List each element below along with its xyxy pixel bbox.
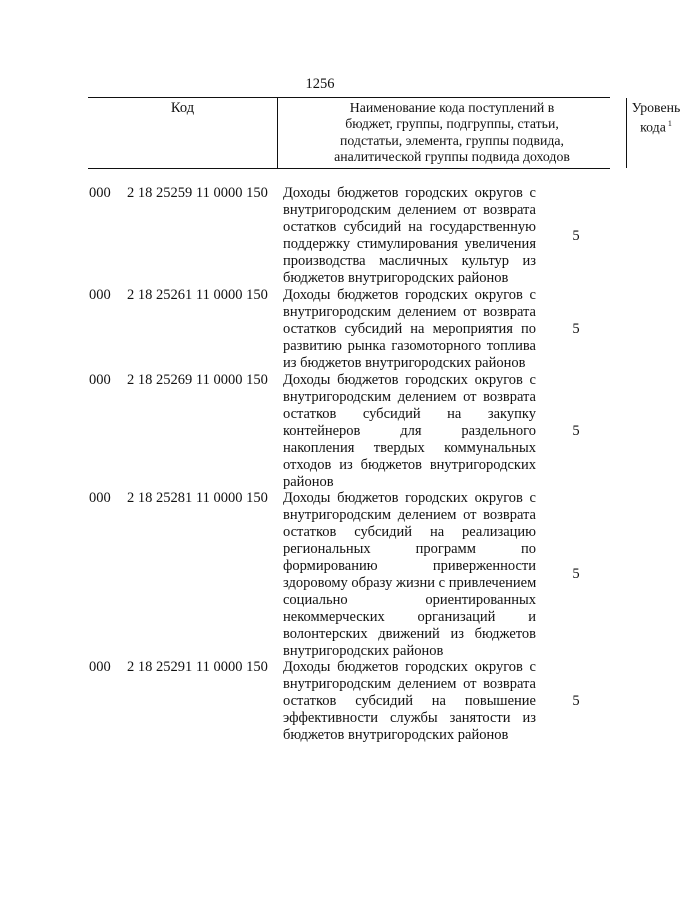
row-prefix: 000 xyxy=(89,287,111,303)
row-prefix: 000 xyxy=(89,185,111,201)
description-line: остатков субсидий на государственную xyxy=(283,219,536,235)
row-level: 5 xyxy=(572,228,580,244)
description-line: отходов из бюджетов внутригородских xyxy=(283,457,536,473)
row-level: 5 xyxy=(572,566,580,582)
description-line: внутригородских районов xyxy=(283,643,444,659)
row-code: 2 18 25261 11 0000 150 xyxy=(127,287,268,303)
header-name-line: подстатьи, элемента, группы подвида, xyxy=(340,132,564,148)
description-line: региональных программ по xyxy=(283,541,536,557)
description-line: волонтерских движений из бюджетов xyxy=(283,626,536,642)
row-prefix: 000 xyxy=(89,490,111,506)
row-prefix: 000 xyxy=(89,659,111,675)
description-line: бюджетов внутригородских районов xyxy=(283,270,509,286)
page-number: 1256 xyxy=(305,76,335,92)
row-level: 5 xyxy=(572,321,580,337)
row-description xyxy=(283,659,536,744)
description-line: остатков субсидий на закупку xyxy=(283,406,536,422)
header-code: Код xyxy=(88,98,278,168)
description-line: поддержку стимулирования увеличения xyxy=(283,236,536,252)
description-line: накопления твердых коммунальных xyxy=(283,440,536,456)
description-line: некоммерческих организаций и xyxy=(283,609,536,625)
row-level: 5 xyxy=(572,423,580,439)
description-line: внутригородским делением от возврата xyxy=(283,676,536,692)
header-name-line: аналитической группы подвида доходов xyxy=(334,149,570,165)
description-line: Доходы бюджетов городских округов с xyxy=(283,287,536,303)
description-line: здоровому образу жизни с привлечением xyxy=(283,575,537,591)
description-line: внутригородским делением от возврата xyxy=(283,389,536,405)
row-prefix: 000 xyxy=(89,372,111,388)
description-line: эффективности службы занятости из xyxy=(283,710,536,726)
row-level: 5 xyxy=(572,693,580,709)
description-line: районов xyxy=(283,474,334,490)
header-level-line: Уровень xyxy=(631,100,681,115)
footnote-marker: 1 xyxy=(667,119,672,129)
header-name xyxy=(278,98,627,168)
row-code: 2 18 25259 11 0000 150 xyxy=(127,185,268,201)
description-line: контейнеров для раздельного xyxy=(283,423,536,439)
header-level-word: кода xyxy=(640,120,666,135)
description-line: Доходы бюджетов городских округов с xyxy=(283,372,536,388)
description-line: внутригородским делением от возврата xyxy=(283,304,536,320)
description-line: остатков субсидий на реализацию xyxy=(283,524,536,540)
header-name-line: бюджет, группы, подгруппы, статьи, xyxy=(345,116,559,132)
description-line: формированию приверженности xyxy=(283,558,536,574)
header-name-line: Наименование кода поступлений в xyxy=(349,100,555,115)
table-header xyxy=(88,97,681,169)
row-code: 2 18 25281 11 0000 150 xyxy=(127,490,268,506)
description-line: внутригородским делением от возврата xyxy=(283,507,536,523)
description-line: развитию рынка газомоторного топлива xyxy=(283,338,536,354)
row-code: 2 18 25291 11 0000 150 xyxy=(127,659,268,675)
header-level xyxy=(627,98,685,170)
description-line: Доходы бюджетов городских округов с xyxy=(283,185,536,201)
description-line: Доходы бюджетов городских округов с xyxy=(283,490,536,506)
description-line: остатков субсидий на мероприятия по xyxy=(283,321,536,337)
row-description xyxy=(283,185,536,287)
row-description xyxy=(283,372,536,491)
description-line: бюджетов внутригородских районов xyxy=(283,727,509,743)
row-description xyxy=(283,490,536,660)
row-description xyxy=(283,287,536,372)
row-code: 2 18 25269 11 0000 150 xyxy=(127,372,268,388)
description-line: Доходы бюджетов городских округов с xyxy=(283,659,536,675)
header-level-line xyxy=(627,116,685,136)
description-line: производства масличных культур из xyxy=(283,253,536,269)
description-line: из бюджетов внутригородских районов xyxy=(283,355,526,371)
description-line: остатков субсидий на повышение xyxy=(283,693,536,709)
description-line: социально ориентированных xyxy=(283,592,536,608)
description-line: внутригородским делением от возврата xyxy=(283,202,536,218)
